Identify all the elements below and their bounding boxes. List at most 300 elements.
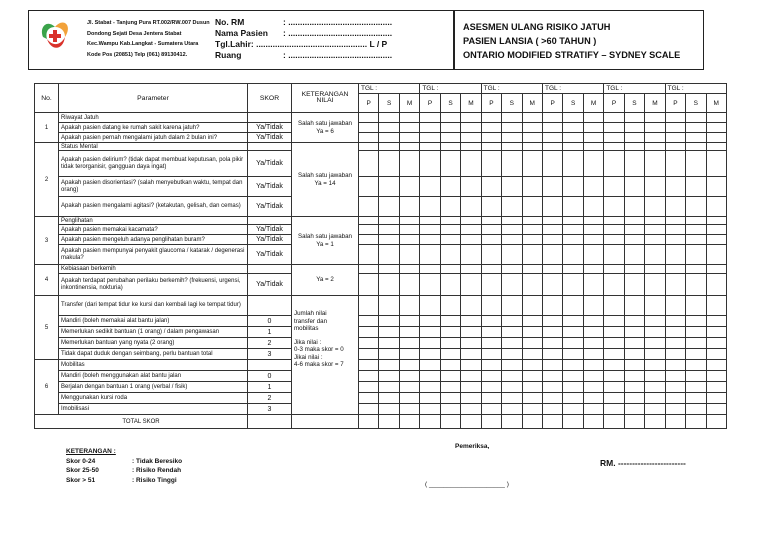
score-cell[interactable] (706, 113, 726, 123)
score-cell[interactable] (522, 382, 542, 393)
score-cell[interactable] (542, 143, 562, 151)
score-cell[interactable] (440, 123, 460, 133)
score-cell[interactable] (522, 143, 542, 151)
score-cell[interactable] (481, 338, 501, 349)
score-cell[interactable] (522, 338, 542, 349)
score-cell[interactable] (563, 393, 583, 404)
score-cell[interactable] (502, 274, 522, 296)
score-cell[interactable] (665, 133, 685, 143)
score-cell[interactable] (665, 296, 685, 316)
score-cell[interactable] (522, 274, 542, 296)
score-cell[interactable] (665, 393, 685, 404)
score-cell[interactable] (563, 123, 583, 133)
score-cell[interactable] (420, 123, 440, 133)
score-cell[interactable] (686, 360, 706, 371)
score-cell[interactable] (379, 151, 399, 177)
score-cell[interactable] (502, 177, 522, 197)
field-ruang[interactable]: Ruang : ............................................ (215, 50, 393, 60)
score-cell[interactable] (583, 415, 603, 429)
score-cell[interactable] (686, 217, 706, 225)
score-cell[interactable] (686, 316, 706, 327)
score-cell[interactable] (379, 133, 399, 143)
score-cell[interactable] (399, 133, 419, 143)
score-cell[interactable] (563, 274, 583, 296)
score-cell[interactable] (440, 404, 460, 415)
score-cell[interactable] (604, 217, 624, 225)
score-cell[interactable] (542, 217, 562, 225)
score-cell[interactable] (522, 360, 542, 371)
score-cell[interactable] (379, 382, 399, 393)
score-cell[interactable] (624, 415, 644, 429)
score-cell[interactable] (604, 360, 624, 371)
score-cell[interactable] (399, 143, 419, 151)
score-cell[interactable] (359, 316, 379, 327)
score-cell[interactable] (706, 338, 726, 349)
score-cell[interactable] (481, 217, 501, 225)
score-cell[interactable] (359, 177, 379, 197)
score-cell[interactable] (665, 265, 685, 274)
score-cell[interactable] (502, 151, 522, 177)
score-cell[interactable] (542, 404, 562, 415)
score-cell[interactable] (645, 235, 665, 245)
score-cell[interactable] (461, 151, 481, 177)
score-cell[interactable] (583, 143, 603, 151)
score-cell[interactable] (502, 327, 522, 338)
score-cell[interactable] (542, 113, 562, 123)
score-cell[interactable] (686, 296, 706, 316)
score-cell[interactable] (686, 143, 706, 151)
score-cell[interactable] (359, 133, 379, 143)
score-cell[interactable] (440, 349, 460, 360)
score-cell[interactable] (461, 382, 481, 393)
score-cell[interactable] (379, 123, 399, 133)
score-cell[interactable] (502, 349, 522, 360)
score-cell[interactable] (604, 225, 624, 235)
score-cell[interactable] (481, 296, 501, 316)
score-cell[interactable] (563, 415, 583, 429)
score-cell[interactable] (502, 265, 522, 274)
score-cell[interactable] (604, 177, 624, 197)
score-cell[interactable] (522, 371, 542, 382)
score-cell[interactable] (563, 360, 583, 371)
score-cell[interactable] (686, 371, 706, 382)
rm-signature-field[interactable]: RM. ------------------------ (600, 458, 686, 468)
score-cell[interactable] (461, 133, 481, 143)
score-cell[interactable] (604, 382, 624, 393)
score-cell[interactable] (665, 274, 685, 296)
score-cell[interactable] (399, 177, 419, 197)
score-cell[interactable] (359, 217, 379, 225)
score-cell[interactable] (645, 296, 665, 316)
score-cell[interactable] (359, 338, 379, 349)
score-cell[interactable] (645, 217, 665, 225)
score-cell[interactable] (379, 274, 399, 296)
score-cell[interactable] (686, 225, 706, 235)
score-cell[interactable] (645, 371, 665, 382)
score-cell[interactable] (624, 382, 644, 393)
score-cell[interactable] (583, 113, 603, 123)
score-cell[interactable] (583, 235, 603, 245)
score-cell[interactable] (461, 296, 481, 316)
score-cell[interactable] (481, 404, 501, 415)
score-cell[interactable] (665, 382, 685, 393)
score-cell[interactable] (542, 393, 562, 404)
score-cell[interactable] (665, 177, 685, 197)
score-cell[interactable] (624, 151, 644, 177)
score-cell[interactable] (665, 225, 685, 235)
score-cell[interactable] (645, 143, 665, 151)
score-cell[interactable] (624, 404, 644, 415)
score-cell[interactable] (583, 133, 603, 143)
score-cell[interactable] (379, 349, 399, 360)
score-cell[interactable] (645, 123, 665, 133)
score-cell[interactable] (563, 371, 583, 382)
score-cell[interactable] (563, 225, 583, 235)
score-cell[interactable] (522, 113, 542, 123)
score-cell[interactable] (706, 371, 726, 382)
score-cell[interactable] (399, 404, 419, 415)
score-cell[interactable] (624, 360, 644, 371)
score-cell[interactable] (461, 338, 481, 349)
score-cell[interactable] (399, 349, 419, 360)
score-cell[interactable] (481, 123, 501, 133)
score-cell[interactable] (359, 327, 379, 338)
score-cell[interactable] (522, 393, 542, 404)
score-cell[interactable] (583, 382, 603, 393)
score-cell[interactable] (563, 143, 583, 151)
score-cell[interactable] (461, 360, 481, 371)
score-cell[interactable] (686, 265, 706, 274)
score-cell[interactable] (604, 338, 624, 349)
score-cell[interactable] (461, 245, 481, 265)
score-cell[interactable] (542, 225, 562, 235)
score-cell[interactable] (379, 245, 399, 265)
score-cell[interactable] (542, 296, 562, 316)
score-cell[interactable] (563, 217, 583, 225)
score-cell[interactable] (440, 338, 460, 349)
score-cell[interactable] (481, 265, 501, 274)
score-cell[interactable] (706, 177, 726, 197)
score-cell[interactable] (481, 225, 501, 235)
score-cell[interactable] (359, 143, 379, 151)
score-cell[interactable] (399, 316, 419, 327)
score-cell[interactable] (481, 143, 501, 151)
score-cell[interactable] (542, 133, 562, 143)
score-cell[interactable] (604, 123, 624, 133)
score-cell[interactable] (563, 327, 583, 338)
score-cell[interactable] (399, 338, 419, 349)
score-cell[interactable] (379, 177, 399, 197)
score-cell[interactable] (440, 296, 460, 316)
score-cell[interactable] (420, 133, 440, 143)
score-cell[interactable] (563, 382, 583, 393)
score-cell[interactable] (604, 404, 624, 415)
score-cell[interactable] (665, 143, 685, 151)
score-cell[interactable] (686, 235, 706, 245)
score-cell[interactable] (359, 113, 379, 123)
score-cell[interactable] (624, 327, 644, 338)
score-cell[interactable] (563, 245, 583, 265)
score-cell[interactable] (686, 338, 706, 349)
score-cell[interactable] (440, 177, 460, 197)
score-cell[interactable] (542, 360, 562, 371)
score-cell[interactable] (440, 393, 460, 404)
score-cell[interactable] (706, 316, 726, 327)
score-cell[interactable] (563, 349, 583, 360)
score-cell[interactable] (359, 404, 379, 415)
score-cell[interactable] (420, 393, 440, 404)
score-cell[interactable] (420, 296, 440, 316)
score-cell[interactable] (461, 143, 481, 151)
score-cell[interactable] (624, 225, 644, 235)
score-cell[interactable] (583, 371, 603, 382)
score-cell[interactable] (583, 151, 603, 177)
total-skor-value[interactable] (248, 415, 292, 429)
score-cell[interactable] (461, 316, 481, 327)
score-cell[interactable] (461, 197, 481, 217)
score-cell[interactable] (604, 274, 624, 296)
score-cell[interactable] (665, 404, 685, 415)
score-cell[interactable] (522, 123, 542, 133)
score-cell[interactable] (542, 274, 562, 296)
score-cell[interactable] (440, 415, 460, 429)
score-cell[interactable] (399, 113, 419, 123)
score-cell[interactable] (624, 349, 644, 360)
score-cell[interactable] (706, 151, 726, 177)
score-cell[interactable] (686, 245, 706, 265)
score-cell[interactable] (440, 217, 460, 225)
score-cell[interactable] (604, 371, 624, 382)
score-cell[interactable] (583, 316, 603, 327)
score-cell[interactable] (440, 235, 460, 245)
score-cell[interactable] (502, 296, 522, 316)
score-cell[interactable] (440, 143, 460, 151)
score-cell[interactable] (359, 393, 379, 404)
score-cell[interactable] (399, 360, 419, 371)
score-cell[interactable] (461, 415, 481, 429)
score-cell[interactable] (604, 316, 624, 327)
score-cell[interactable] (522, 316, 542, 327)
score-cell[interactable] (604, 113, 624, 123)
score-cell[interactable] (399, 235, 419, 245)
score-cell[interactable] (563, 197, 583, 217)
score-cell[interactable] (542, 382, 562, 393)
score-cell[interactable] (645, 197, 665, 217)
score-cell[interactable] (542, 316, 562, 327)
score-cell[interactable] (665, 151, 685, 177)
score-cell[interactable] (461, 177, 481, 197)
score-cell[interactable] (502, 143, 522, 151)
score-cell[interactable] (379, 393, 399, 404)
score-cell[interactable] (481, 177, 501, 197)
score-cell[interactable] (359, 360, 379, 371)
score-cell[interactable] (583, 338, 603, 349)
score-cell[interactable] (359, 265, 379, 274)
score-cell[interactable] (399, 382, 419, 393)
score-cell[interactable] (624, 143, 644, 151)
score-cell[interactable] (624, 265, 644, 274)
score-cell[interactable] (645, 404, 665, 415)
score-cell[interactable] (706, 393, 726, 404)
score-cell[interactable] (665, 123, 685, 133)
score-cell[interactable] (461, 349, 481, 360)
score-cell[interactable] (420, 349, 440, 360)
score-cell[interactable] (686, 151, 706, 177)
score-cell[interactable] (645, 316, 665, 327)
score-cell[interactable] (420, 113, 440, 123)
score-cell[interactable] (399, 327, 419, 338)
score-cell[interactable] (604, 197, 624, 217)
score-cell[interactable] (706, 245, 726, 265)
score-cell[interactable] (645, 133, 665, 143)
score-cell[interactable] (420, 177, 440, 197)
score-cell[interactable] (542, 338, 562, 349)
score-cell[interactable] (604, 265, 624, 274)
score-cell[interactable] (379, 113, 399, 123)
score-cell[interactable] (502, 113, 522, 123)
score-cell[interactable] (481, 327, 501, 338)
score-cell[interactable] (420, 143, 440, 151)
score-cell[interactable] (379, 371, 399, 382)
score-cell[interactable] (604, 245, 624, 265)
score-cell[interactable] (399, 265, 419, 274)
score-cell[interactable] (399, 123, 419, 133)
score-cell[interactable] (379, 360, 399, 371)
score-cell[interactable] (583, 404, 603, 415)
score-cell[interactable] (379, 217, 399, 225)
score-cell[interactable] (461, 235, 481, 245)
score-cell[interactable] (563, 113, 583, 123)
score-cell[interactable] (461, 265, 481, 274)
score-cell[interactable] (706, 274, 726, 296)
score-cell[interactable] (359, 245, 379, 265)
score-cell[interactable] (706, 349, 726, 360)
score-cell[interactable] (379, 265, 399, 274)
score-cell[interactable] (542, 123, 562, 133)
score-cell[interactable] (481, 133, 501, 143)
score-cell[interactable] (563, 296, 583, 316)
field-no-rm[interactable]: No. RM : ............................................ (215, 17, 393, 27)
score-cell[interactable] (645, 225, 665, 235)
score-cell[interactable] (563, 177, 583, 197)
score-cell[interactable] (522, 197, 542, 217)
score-cell[interactable] (583, 225, 603, 235)
score-cell[interactable] (379, 415, 399, 429)
score-cell[interactable] (420, 225, 440, 235)
score-cell[interactable] (461, 123, 481, 133)
score-cell[interactable] (665, 349, 685, 360)
score-cell[interactable] (542, 349, 562, 360)
score-cell[interactable] (686, 177, 706, 197)
score-cell[interactable] (645, 274, 665, 296)
score-cell[interactable] (420, 360, 440, 371)
score-cell[interactable] (440, 274, 460, 296)
score-cell[interactable] (624, 245, 644, 265)
score-cell[interactable] (440, 151, 460, 177)
score-cell[interactable] (542, 327, 562, 338)
score-cell[interactable] (686, 327, 706, 338)
score-cell[interactable] (522, 296, 542, 316)
score-cell[interactable] (461, 225, 481, 235)
score-cell[interactable] (645, 393, 665, 404)
score-cell[interactable] (706, 360, 726, 371)
score-cell[interactable] (502, 217, 522, 225)
score-cell[interactable] (665, 327, 685, 338)
score-cell[interactable] (522, 235, 542, 245)
score-cell[interactable] (359, 235, 379, 245)
score-cell[interactable] (420, 274, 440, 296)
score-cell[interactable] (604, 151, 624, 177)
score-cell[interactable] (379, 225, 399, 235)
score-cell[interactable] (583, 349, 603, 360)
score-cell[interactable] (399, 296, 419, 316)
score-cell[interactable] (522, 133, 542, 143)
score-cell[interactable] (379, 338, 399, 349)
score-cell[interactable] (665, 113, 685, 123)
score-cell[interactable] (665, 197, 685, 217)
score-cell[interactable] (440, 382, 460, 393)
score-cell[interactable] (686, 197, 706, 217)
score-cell[interactable] (706, 217, 726, 225)
score-cell[interactable] (461, 327, 481, 338)
score-cell[interactable] (645, 265, 665, 274)
score-cell[interactable] (399, 225, 419, 235)
score-cell[interactable] (481, 393, 501, 404)
score-cell[interactable] (379, 316, 399, 327)
score-cell[interactable] (440, 265, 460, 274)
score-cell[interactable] (359, 349, 379, 360)
score-cell[interactable] (399, 371, 419, 382)
score-cell[interactable] (542, 265, 562, 274)
score-cell[interactable] (502, 360, 522, 371)
score-cell[interactable] (542, 235, 562, 245)
score-cell[interactable] (665, 217, 685, 225)
score-cell[interactable] (502, 415, 522, 429)
score-cell[interactable] (440, 133, 460, 143)
score-cell[interactable] (563, 316, 583, 327)
score-cell[interactable] (502, 245, 522, 265)
score-cell[interactable] (481, 197, 501, 217)
score-cell[interactable] (624, 274, 644, 296)
score-cell[interactable] (481, 245, 501, 265)
field-nama-pasien[interactable]: Nama Pasien : ............................................ (215, 28, 393, 38)
score-cell[interactable] (420, 316, 440, 327)
score-cell[interactable] (379, 327, 399, 338)
score-cell[interactable] (563, 133, 583, 143)
score-cell[interactable] (706, 265, 726, 274)
score-cell[interactable] (359, 151, 379, 177)
score-cell[interactable] (583, 245, 603, 265)
score-cell[interactable] (502, 316, 522, 327)
score-cell[interactable] (706, 235, 726, 245)
score-cell[interactable] (379, 143, 399, 151)
score-cell[interactable] (583, 393, 603, 404)
score-cell[interactable] (420, 235, 440, 245)
score-cell[interactable] (379, 235, 399, 245)
score-cell[interactable] (624, 133, 644, 143)
score-cell[interactable] (706, 296, 726, 316)
score-cell[interactable] (583, 360, 603, 371)
score-cell[interactable] (563, 235, 583, 245)
score-cell[interactable] (604, 143, 624, 151)
score-cell[interactable] (359, 123, 379, 133)
score-cell[interactable] (420, 415, 440, 429)
score-cell[interactable] (686, 123, 706, 133)
score-cell[interactable] (399, 245, 419, 265)
score-cell[interactable] (706, 133, 726, 143)
score-cell[interactable] (440, 360, 460, 371)
score-cell[interactable] (583, 197, 603, 217)
